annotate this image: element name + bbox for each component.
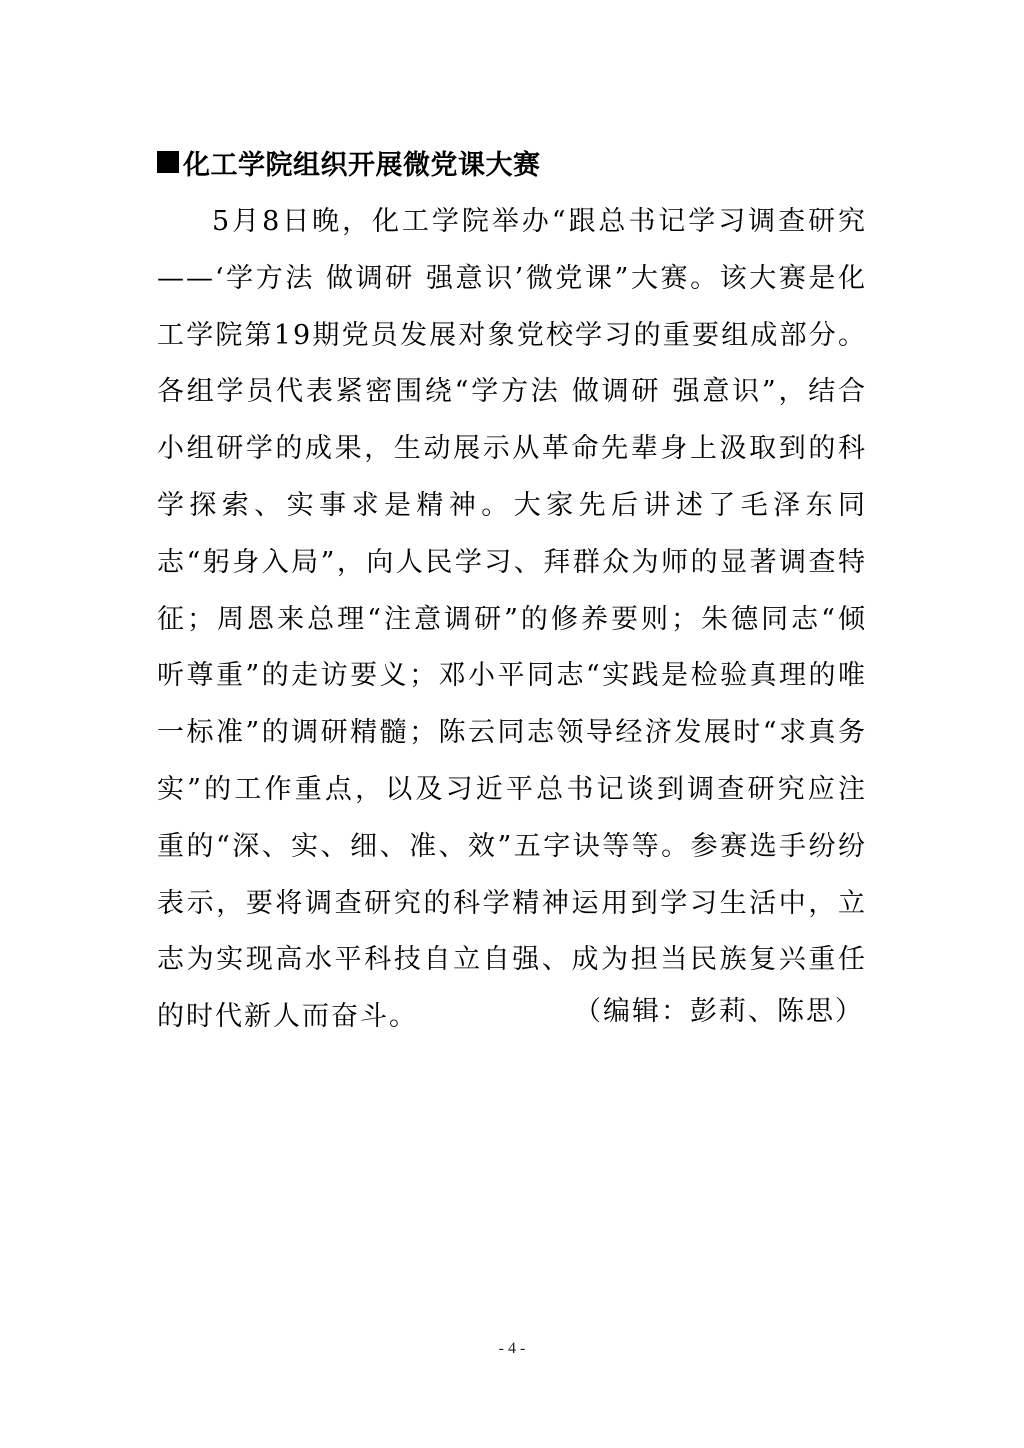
square-bullet-icon: [157, 151, 179, 173]
editor-credit: （编辑：彭莉、陈思）: [574, 996, 864, 1027]
article-body: 5月8日晚，化工学院举办“跟总书记学习调查研究——‘学方法 做调研 强意识’微党课”大赛。该大赛是化工学院第19期党员发展对象党校学习的重要组成部分。各组学员代表紧密围绕“学方法 做调研 强意识”，结合小组研学的成果，生动展示从革命先辈身上汲取到的科学探索、实事求是精神。大家先后讲述了毛泽东同志“躬身入局”，向人民学习、拜群众为师的显著调查特征；周恩来总理“注意调研”的修养要则；朱德同志“倾听尊重”的走访要义；邓小平同志“实践是检验真理的唯一标准”的调研精髓；陈云同志领导经济发展时“求真务实”的工作重点，以及习近平总书记谈到调查研究应注重的“深、实、细、准、效”五字诀等等。参赛选手纷纷表示，要将调查研究的科学精神运用到学习生活中，立志为实现高水平科技自立自强、成为担当民族复兴重任的时代新人而奋斗。: [157, 206, 867, 1033]
page-number: - 4 -: [498, 1340, 526, 1357]
article-heading: [157, 140, 541, 184]
article-title: 化工学院组织开展微党课大赛: [183, 149, 541, 181]
